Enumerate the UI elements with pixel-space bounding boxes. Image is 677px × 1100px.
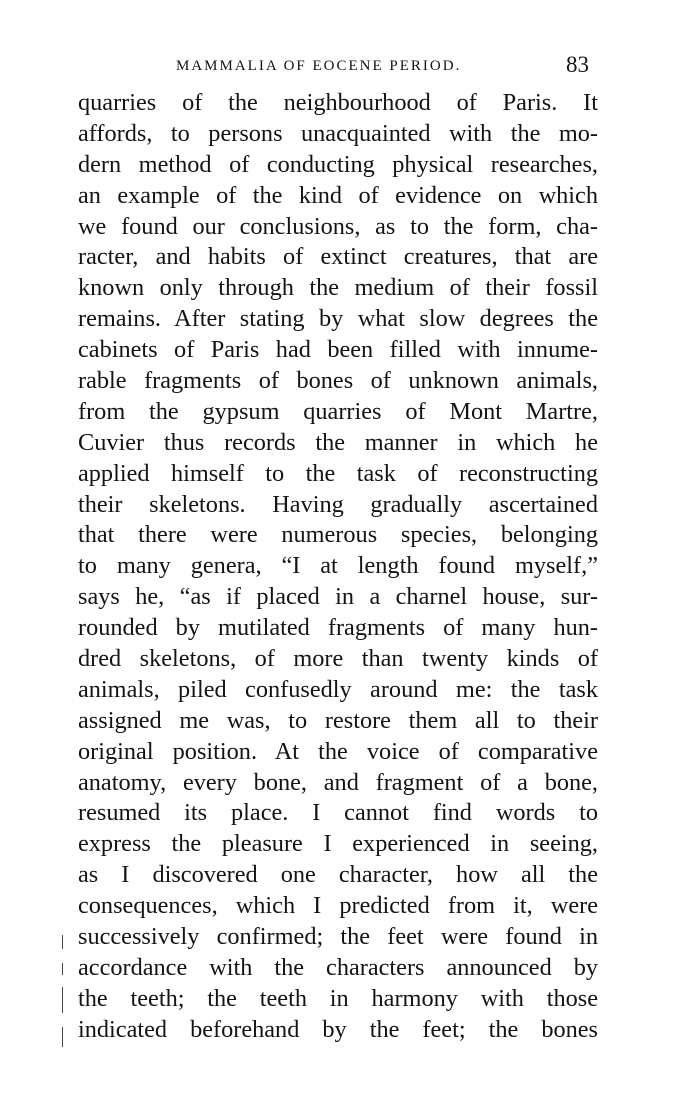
margin-mark bbox=[62, 963, 63, 975]
text-line: affords, to persons unacquainted with the mo- bbox=[78, 119, 598, 147]
text-line: known only through the medium of their fossil bbox=[78, 274, 598, 302]
text-line: to many genera, “I at length found myself,” bbox=[78, 552, 598, 580]
text-line: dred skeletons, of more than twenty kinds of bbox=[78, 645, 598, 673]
text-line: racter, and habits of extinct creatures, that are bbox=[78, 243, 598, 271]
text-line: their skeletons. Having gradually ascertained bbox=[78, 490, 598, 518]
text-line: an example of the kind of evidence on which bbox=[78, 181, 598, 209]
text-line: Cuvier thus records the manner in which he bbox=[78, 428, 598, 456]
text-line: successively confirmed; the feet were found in bbox=[78, 923, 598, 951]
text-line: applied himself to the task of reconstructing bbox=[78, 459, 598, 487]
text-line: assigned me was, to restore them all to their bbox=[78, 706, 598, 734]
text-line: original position. At the voice of comparative bbox=[78, 737, 598, 765]
text-line: the teeth; the teeth in harmony with those bbox=[78, 984, 598, 1012]
text-line: remains. After stating by what slow degrees the bbox=[78, 305, 598, 333]
text-line: as I discovered one character, how all the bbox=[78, 861, 598, 889]
text-line: animals, piled confusedly around me: the task bbox=[78, 675, 598, 703]
text-line: cabinets of Paris had been filled with innume- bbox=[78, 336, 598, 364]
running-head-title: MAMMALIA OF EOCENE PERIOD. bbox=[176, 58, 462, 74]
running-head bbox=[0, 52, 677, 82]
text-line: indicated beforehand by the feet; the bones bbox=[78, 1015, 598, 1043]
text-line: quarries of the neighbourhood of Paris. It bbox=[78, 89, 598, 116]
margin-mark bbox=[62, 987, 63, 1013]
margin-mark bbox=[62, 935, 63, 949]
text-line: consequences, which I predicted from it, were bbox=[78, 892, 598, 920]
text-line: from the gypsum quarries of Mont Martre, bbox=[78, 397, 598, 425]
text-line: rounded by mutilated fragments of many hun- bbox=[78, 614, 598, 642]
text-line: accordance with the characters announced by bbox=[78, 953, 598, 981]
text-line: express the pleasure I experienced in seeing, bbox=[78, 830, 598, 858]
text-line: says he, “as if placed in a charnel house, sur- bbox=[78, 583, 598, 611]
margin-mark bbox=[62, 1027, 63, 1047]
text-line: that there were numerous species, belonging bbox=[78, 521, 598, 549]
page-number: 83 bbox=[566, 52, 589, 77]
text-line: we found our conclusions, as to the form, cha- bbox=[78, 212, 598, 240]
text-line: resumed its place. I cannot find words to bbox=[78, 799, 598, 827]
text-line: anatomy, every bone, and fragment of a bone, bbox=[78, 768, 598, 796]
margin-marks bbox=[62, 935, 65, 1047]
text-line: rable fragments of bones of unknown animals, bbox=[78, 367, 598, 395]
text-line: dern method of conducting physical researches, bbox=[78, 150, 598, 178]
body-text bbox=[78, 88, 598, 1046]
